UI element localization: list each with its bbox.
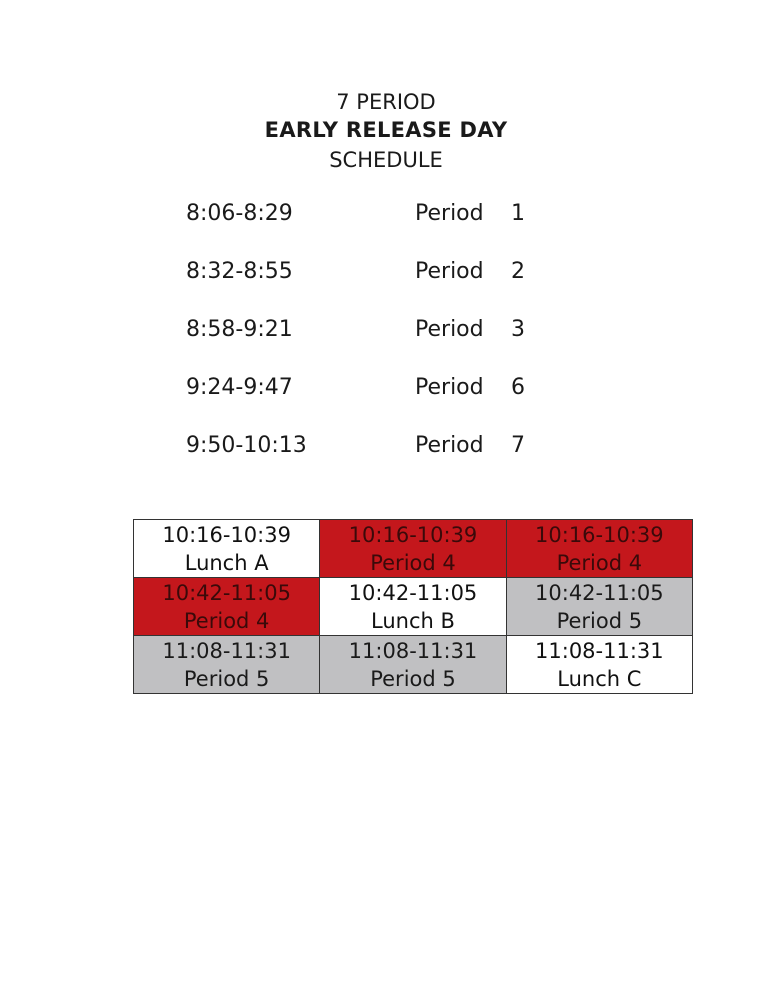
cell-label: Period 4	[370, 550, 456, 575]
schedule-row	[0, 259, 772, 289]
cell-time: 10:16-10:39	[162, 522, 291, 547]
table-cell	[506, 636, 692, 694]
cell-label: Lunch A	[184, 550, 269, 575]
schedule-number: 7	[511, 433, 525, 458]
cell-label: Period 5	[183, 666, 270, 691]
table-cell	[320, 520, 506, 578]
cell-time: 11:08-11:31	[535, 638, 664, 663]
table-row	[134, 578, 693, 636]
table-cell	[134, 520, 320, 578]
cell-time: 10:42-11:05	[162, 580, 291, 605]
schedule-label: Period	[415, 317, 484, 342]
schedule-number: 3	[511, 317, 525, 342]
cell-time: 10:16-10:39	[535, 522, 664, 547]
schedule-row	[0, 317, 772, 347]
table-row	[134, 520, 693, 578]
schedule-label: Period	[415, 201, 484, 226]
table-cell	[506, 578, 692, 636]
cell-label: Lunch B	[371, 608, 455, 633]
cell-time: 11:08-11:31	[348, 638, 478, 663]
title-line-1: 7 PERIOD	[336, 90, 436, 114]
schedule-row	[0, 375, 772, 405]
cell-label: Period 4	[556, 550, 643, 575]
table-cell	[134, 578, 320, 636]
table-row	[134, 636, 693, 694]
schedule-time: 9:24-9:47	[186, 375, 293, 400]
cell-time: 11:08-11:31	[162, 638, 291, 663]
schedule-row	[0, 433, 772, 463]
schedule-time: 9:50-10:13	[186, 433, 307, 458]
cell-time: 10:42-11:05	[348, 580, 478, 605]
title-line-2: EARLY RELEASE DAY	[264, 118, 508, 142]
cell-time: 10:16-10:39	[348, 522, 478, 547]
schedule-label: Period	[415, 433, 484, 458]
cell-label: Period 4	[183, 608, 270, 633]
schedule-label: Period	[415, 259, 484, 284]
lunch-table	[133, 519, 693, 694]
table-cell	[320, 636, 506, 694]
schedule-number: 6	[511, 375, 525, 400]
schedule-number: 2	[511, 259, 525, 284]
cell-label: Period 5	[556, 608, 643, 633]
title-line-3: SCHEDULE	[329, 148, 443, 172]
schedule-label: Period	[415, 375, 484, 400]
schedule-time: 8:32-8:55	[186, 259, 293, 284]
table-cell	[134, 636, 320, 694]
schedule-row	[0, 201, 772, 231]
cell-label: Lunch C	[557, 666, 642, 691]
schedule-time: 8:06-8:29	[186, 201, 293, 226]
schedule-number: 1	[511, 201, 525, 226]
cell-label: Period 5	[370, 666, 456, 691]
table-cell	[506, 520, 692, 578]
table-cell	[320, 578, 506, 636]
cell-time: 10:42-11:05	[535, 580, 664, 605]
schedule-time: 8:58-9:21	[186, 317, 293, 342]
